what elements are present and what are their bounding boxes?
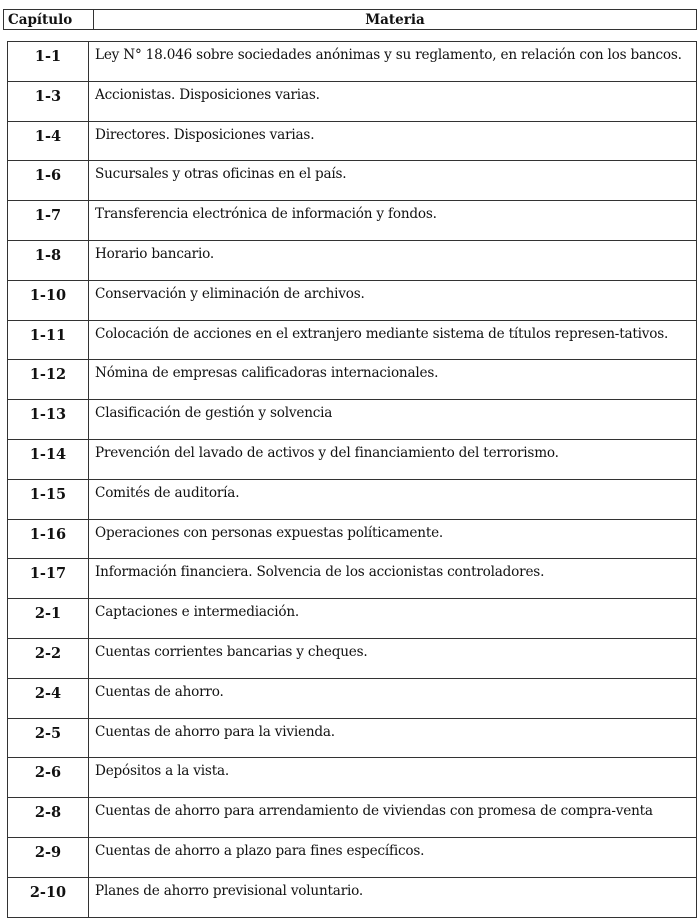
chapter-subject: Directores. Disposiciones varias. [89,121,697,161]
table-row [8,161,697,201]
chapter-subject: Ley N° 18.046 sobre sociedades anónimas y su reglamento, en relación con los bancos. [89,42,697,82]
chapter-subject: Información financiera. Solvencia de los accionistas controladores. [89,559,697,599]
chapter-subject: Sucursales y otras oficinas en el país. [89,161,697,201]
table-row [8,718,697,758]
table-row [8,201,697,241]
chapter-number: 2-1 [8,599,89,639]
chapter-subject: Cuentas de ahorro. [89,678,697,718]
header-table [3,9,697,30]
chapter-number: 2-10 [8,877,89,917]
chapter-subject: Cuentas de ahorro para arrendamiento de viviendas con promesa de compra-venta [89,798,697,838]
table-row [8,121,697,161]
chapter-number: 2-5 [8,718,89,758]
chapter-subject: Colocación de acciones en el extranjero mediante sistema de títulos represen-tativos. [89,320,697,360]
chapter-number: 1-8 [8,240,89,280]
chapter-subject: Operaciones con personas expuestas políticamente. [89,519,697,559]
header-materia: Materia [94,10,697,30]
chapter-number: 1-16 [8,519,89,559]
chapter-number: 1-4 [8,121,89,161]
table-row [8,519,697,559]
table-row [8,320,697,360]
table-row [8,798,697,838]
table-row [8,81,697,121]
chapter-number: 1-3 [8,81,89,121]
table-row [8,439,697,479]
chapter-number: 1-17 [8,559,89,599]
chapter-subject: Prevención del lavado de activos y del financiamiento del terrorismo. [89,439,697,479]
table-row [8,877,697,917]
table-row [8,479,697,519]
chapter-subject: Transferencia electrónica de información y fondos. [89,201,697,241]
chapter-number: 1-6 [8,161,89,201]
header-capitulo: Capítulo [4,10,94,30]
table-row [8,599,697,639]
chapter-subject: Clasificación de gestión y solvencia [89,400,697,440]
table-row [8,360,697,400]
chapter-number: 1-10 [8,280,89,320]
chapter-subject: Nómina de empresas calificadoras internacionales. [89,360,697,400]
chapter-number: 1-15 [8,479,89,519]
chapter-number: 1-13 [8,400,89,440]
table-row [8,280,697,320]
chapter-number: 1-14 [8,439,89,479]
chapter-subject: Captaciones e intermediación. [89,599,697,639]
chapter-number: 1-12 [8,360,89,400]
header-row [4,10,697,30]
chapter-number: 2-9 [8,837,89,877]
chapter-subject: Comités de auditoría. [89,479,697,519]
chapter-subject: Accionistas. Disposiciones varias. [89,81,697,121]
chapter-number: 2-6 [8,758,89,798]
table-row [8,400,697,440]
chapters-table [7,41,697,918]
table-row [8,678,697,718]
chapter-number: 1-1 [8,42,89,82]
chapter-subject: Depósitos a la vista. [89,758,697,798]
table-row [8,42,697,82]
chapter-number: 2-2 [8,638,89,678]
chapter-number: 1-11 [8,320,89,360]
chapter-subject: Conservación y eliminación de archivos. [89,280,697,320]
chapter-number: 2-8 [8,798,89,838]
chapter-number: 1-7 [8,201,89,241]
chapter-number: 2-4 [8,678,89,718]
table-row [8,638,697,678]
chapter-subject: Cuentas de ahorro para la vivienda. [89,718,697,758]
chapter-subject: Horario bancario. [89,240,697,280]
table-row [8,559,697,599]
chapter-subject: Cuentas corrientes bancarias y cheques. [89,638,697,678]
table-row [8,758,697,798]
table-row [8,240,697,280]
table-row [8,837,697,877]
chapter-subject: Planes de ahorro previsional voluntario. [89,877,697,917]
chapter-subject: Cuentas de ahorro a plazo para fines específicos. [89,837,697,877]
